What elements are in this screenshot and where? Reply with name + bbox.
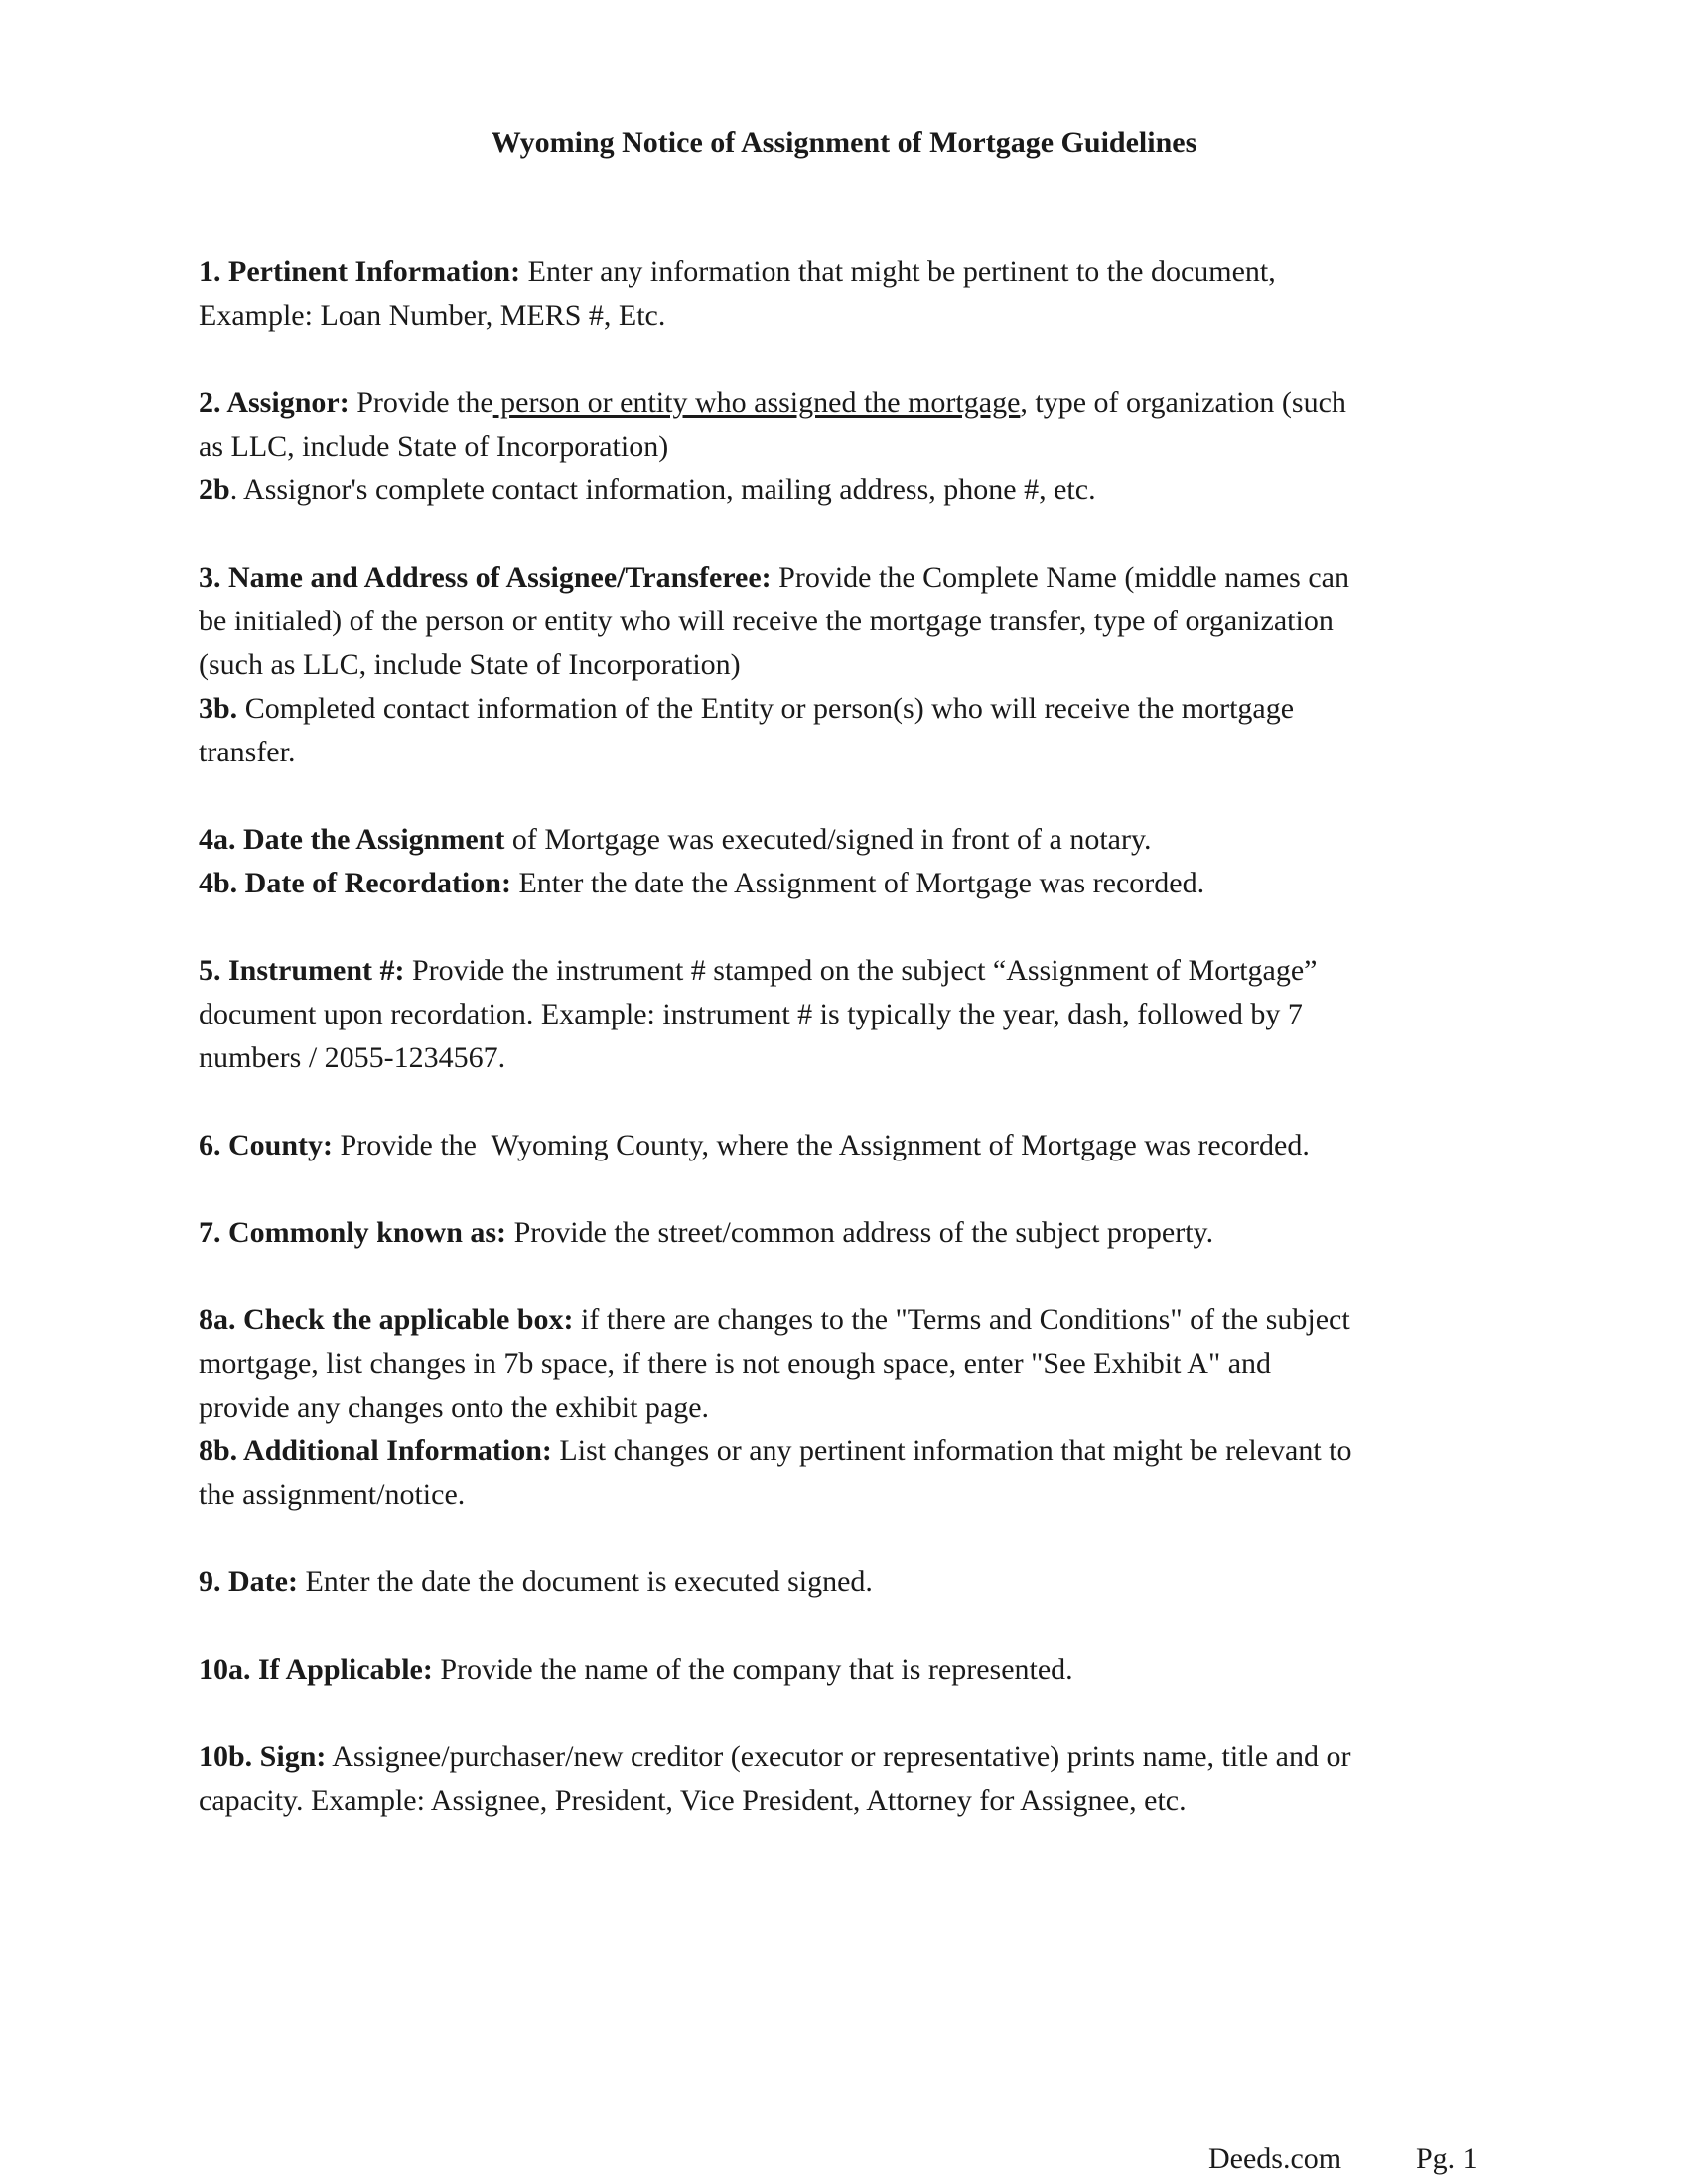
section-6-county bbox=[199, 1124, 1509, 1167]
paragraph-line: document upon recordation. Example: instrument # is typically the year, dash, followed by 7 bbox=[199, 998, 1303, 1030]
subsection-label: 2b bbox=[199, 474, 230, 506]
section-text: of Mortgage was executed/signed in front of a notary. bbox=[504, 823, 1152, 856]
footer-page-number: Pg. 1 bbox=[1416, 2142, 1477, 2175]
paragraph-line: (such as LLC, include State of Incorporation) bbox=[199, 648, 741, 681]
paragraph-line bbox=[199, 556, 1509, 600]
paragraph-line bbox=[199, 469, 1509, 512]
section-text: Provide the Wyoming County, where the Assignment of Mortgage was recorded. bbox=[333, 1129, 1310, 1161]
section-label: 10b. Sign: bbox=[199, 1740, 327, 1773]
section-text: if there are changes to the "Terms and Conditions" of the subject bbox=[573, 1303, 1350, 1336]
paragraph-line bbox=[199, 381, 1509, 425]
section-label: 4b. Date of Recordation: bbox=[199, 867, 511, 899]
subsection-label: 3b. bbox=[199, 692, 238, 725]
section-1-pertinent-information bbox=[199, 250, 1509, 338]
paragraph-line: the assignment/notice. bbox=[199, 1478, 466, 1511]
paragraph-line bbox=[199, 1298, 1509, 1342]
section-text: Provide the Complete Name (middle names can bbox=[771, 561, 1349, 594]
paragraph-line: mortgage, list changes in 7b space, if there is not enough space, enter "See Exhibit A" and bbox=[199, 1347, 1272, 1380]
section-label: 4a. Date the Assignment bbox=[199, 823, 505, 856]
section-8-changes bbox=[199, 1298, 1509, 1517]
paragraph-line bbox=[199, 1124, 1509, 1167]
section-9-date bbox=[199, 1561, 1509, 1604]
section-text: , type of organization (such bbox=[1020, 386, 1346, 419]
paragraph-line: as LLC, include State of Incorporation) bbox=[199, 430, 669, 463]
section-label: 3. Name and Address of Assignee/Transferee: bbox=[199, 561, 772, 594]
section-10a-if-applicable bbox=[199, 1648, 1509, 1692]
section-text: Provide the instrument # stamped on the subject “Assignment of Mortgage” bbox=[404, 954, 1318, 987]
assignor-definition-link[interactable]: person or entity who assigned the mortgage bbox=[492, 386, 1021, 419]
section-label: 9. Date: bbox=[199, 1566, 298, 1598]
section-text: Enter any information that might be pertinent to the document, bbox=[520, 255, 1276, 288]
paragraph-line bbox=[199, 687, 1509, 731]
section-text: Provide the name of the company that is represented. bbox=[432, 1653, 1073, 1686]
section-3-assignee bbox=[199, 556, 1509, 774]
section-2-assignor bbox=[199, 381, 1509, 512]
section-text: Provide the bbox=[349, 386, 493, 419]
section-label: 10a. If Applicable: bbox=[199, 1653, 433, 1686]
section-label: 2. Assignor: bbox=[199, 386, 350, 419]
section-7-commonly-known-as bbox=[199, 1211, 1509, 1255]
section-4-dates bbox=[199, 818, 1509, 905]
paragraph-line bbox=[199, 1211, 1509, 1255]
section-text: Enter the date the Assignment of Mortgage was recorded. bbox=[510, 867, 1205, 899]
section-text: Completed contact information of the Entity or person(s) who will receive the mortgage bbox=[237, 692, 1295, 725]
footer-site-name: Deeds.com bbox=[1208, 2142, 1342, 2175]
paragraph-line: numbers / 2055-1234567. bbox=[199, 1041, 506, 1074]
section-text: Enter the date the document is executed signed. bbox=[297, 1566, 873, 1598]
paragraph-line: Example: Loan Number, MERS #, Etc. bbox=[199, 299, 666, 332]
paragraph-line: transfer. bbox=[199, 736, 296, 768]
section-label: 1. Pertinent Information: bbox=[199, 255, 521, 288]
paragraph-line bbox=[199, 1561, 1509, 1604]
section-label: 6. County: bbox=[199, 1129, 334, 1161]
paragraph-line bbox=[199, 1430, 1509, 1473]
section-text: . Assignor's complete contact information, mailing address, phone #, etc. bbox=[229, 474, 1096, 506]
paragraph-line bbox=[199, 818, 1509, 862]
section-5-instrument bbox=[199, 949, 1509, 1080]
page-title: Wyoming Notice of Assignment of Mortgage Guidelines bbox=[491, 126, 1197, 159]
paragraph-line bbox=[199, 1648, 1509, 1692]
section-text: Assignee/purchaser/new creditor (executor or representative) prints name, title and or bbox=[326, 1740, 1351, 1773]
section-text: Provide the street/common address of the subject property. bbox=[506, 1216, 1214, 1249]
paragraph-line: capacity. Example: Assignee, President, Vice President, Attorney for Assignee, etc. bbox=[199, 1784, 1187, 1817]
paragraph-line: be initialed) of the person or entity who will receive the mortgage transfer, type of organization bbox=[199, 605, 1334, 637]
paragraph-line bbox=[199, 250, 1509, 294]
guidelines-body bbox=[199, 250, 1509, 1823]
section-label: 7. Commonly known as: bbox=[199, 1216, 507, 1249]
section-10b-sign bbox=[199, 1735, 1509, 1823]
section-text: List changes or any pertinent information that might be relevant to bbox=[551, 1434, 1352, 1467]
section-label: 8b. Additional Information: bbox=[199, 1434, 552, 1467]
paragraph-line bbox=[199, 862, 1509, 905]
section-label: 5. Instrument #: bbox=[199, 954, 405, 987]
paragraph-line bbox=[199, 1735, 1509, 1779]
paragraph-line bbox=[199, 949, 1509, 993]
paragraph-line: provide any changes onto the exhibit page. bbox=[199, 1391, 710, 1424]
section-label: 8a. Check the applicable box: bbox=[199, 1303, 574, 1336]
